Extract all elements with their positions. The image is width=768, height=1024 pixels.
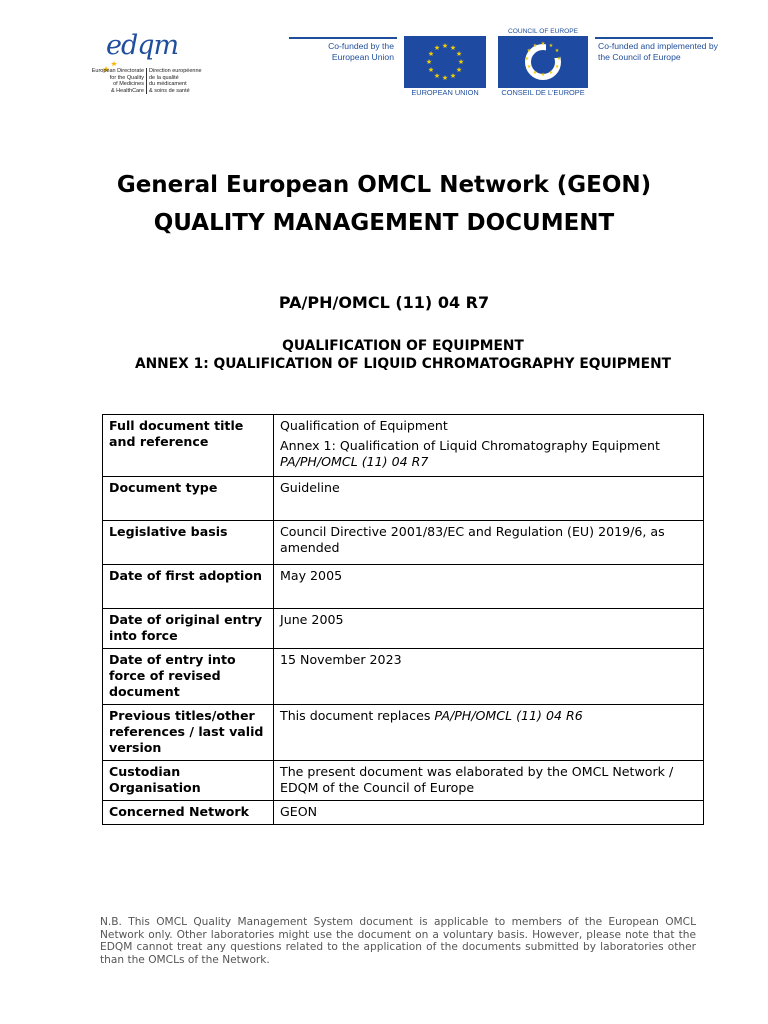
svg-text:★: ★ (524, 56, 530, 62)
coe-cofunded-text: Co-funded and implemented by the Council of Europe (598, 41, 718, 62)
table-row (103, 565, 704, 609)
row-value: June 2005 (274, 609, 704, 649)
row-value (274, 415, 704, 477)
svg-text:★: ★ (526, 48, 532, 54)
svg-text:★: ★ (449, 44, 457, 52)
document-type-title: QUALITY MANAGEMENT DOCUMENT (153, 210, 615, 236)
subtitle: QUALIFICATION OF EQUIPMENT (282, 338, 524, 354)
svg-text:★: ★ (433, 72, 441, 80)
annex-subtitle: ANNEX 1: QUALIFICATION OF LIQUID CHROMATOGRAPHY EQUIPMENT (134, 356, 672, 372)
svg-text:★: ★ (455, 50, 463, 58)
svg-text:★: ★ (556, 56, 562, 62)
table-row (103, 609, 704, 649)
eu-flag-icon (404, 36, 486, 88)
svg-text:★: ★ (540, 41, 546, 47)
table-row (103, 521, 704, 565)
svg-text:★: ★ (554, 64, 560, 70)
row-value (274, 705, 704, 761)
table-row (103, 415, 704, 477)
svg-text:★: ★ (532, 70, 538, 76)
coe-title: COUNCIL OF EUROPE (507, 28, 579, 35)
svg-text:★: ★ (455, 66, 463, 74)
row-value: The present document was elaborated by the OMCL Network / EDQM of the Council of Europe (274, 761, 704, 801)
svg-text:★: ★ (441, 42, 449, 50)
row-value: GEON (274, 801, 704, 825)
row-value: Council Directive 2001/83/EC and Regulation (EU) 2019/6, as amended (274, 521, 704, 565)
svg-text:★: ★ (441, 74, 449, 82)
row-label: Full document title and reference (103, 415, 274, 477)
row-label: Date of first adoption (103, 565, 274, 609)
table-row (103, 761, 704, 801)
svg-text:★: ★ (532, 43, 538, 49)
eu-divider (289, 37, 397, 39)
svg-text:★: ★ (548, 43, 554, 49)
row-label: Date of entry into force of revised document (103, 649, 274, 705)
row-label: Custodian Organisation (103, 761, 274, 801)
eu-cofunded-text: Co-funded by the European Union (328, 41, 394, 62)
row-label: Document type (103, 477, 274, 521)
replaces-text: This document replaces (280, 708, 435, 723)
replaced-reference: PA/PH/OMCL (11) 04 R6 (434, 708, 583, 723)
svg-text:★: ★ (449, 72, 457, 80)
coe-divider (595, 37, 713, 39)
footnote: N.B. This OMCL Quality Management System document is applicable to members of the European OMCL Network only. Other laboratories might use the document on a voluntary basis. However, please note that the EDQM cannot treat any questions related to the application of the documents submitted by laboratories other than the OMCLs of the Network. (100, 916, 696, 966)
svg-text:★: ★ (540, 72, 546, 78)
row-label: Legislative basis (103, 521, 274, 565)
svg-text:★: ★ (433, 44, 441, 52)
svg-text:★: ★ (427, 50, 435, 58)
main-title: General European OMCL Network (GEON) (116, 172, 652, 198)
reference-value: PA/PH/OMCL (11) 04 R7 (280, 454, 429, 469)
svg-text:★: ★ (427, 66, 435, 74)
row-value: 15 November 2023 (274, 649, 704, 705)
svg-text:★: ★ (425, 58, 433, 66)
document-reference: PA/PH/OMCL (11) 04 R7 (278, 293, 490, 312)
annex-value: Annex 1: Qualification of Liquid Chromatography Equipment (280, 438, 660, 453)
coe-flag-icon (498, 36, 588, 88)
edqm-org-fr: Direction européenne de la qualité du médicament & soins de santé (146, 68, 202, 94)
document-metadata-table (102, 414, 704, 825)
header-logos (0, 0, 768, 110)
row-label: Concerned Network (103, 801, 274, 825)
title-value: Qualification of Equipment (280, 418, 448, 433)
table-row (103, 477, 704, 521)
edqm-logo (88, 30, 238, 110)
svg-text:★: ★ (526, 64, 532, 70)
row-value: May 2005 (274, 565, 704, 609)
edqm-org-en: European Directorate for the Quality of Medicines & HealthCare (91, 68, 144, 94)
svg-text:★: ★ (554, 48, 560, 54)
svg-text:★: ★ (457, 58, 465, 66)
row-value: Guideline (274, 477, 704, 521)
table-row (103, 705, 704, 761)
svg-text:★: ★ (548, 70, 554, 76)
edqm-wordmark: edqm (106, 30, 179, 61)
table-row (103, 649, 704, 705)
row-label: Previous titles/other references / last valid version (103, 705, 274, 761)
table-row (103, 801, 704, 825)
row-label: Date of original entry into force (103, 609, 274, 649)
coe-caption: CONSEIL DE L'EUROPE (501, 88, 585, 97)
eu-caption: EUROPEAN UNION (411, 88, 479, 97)
